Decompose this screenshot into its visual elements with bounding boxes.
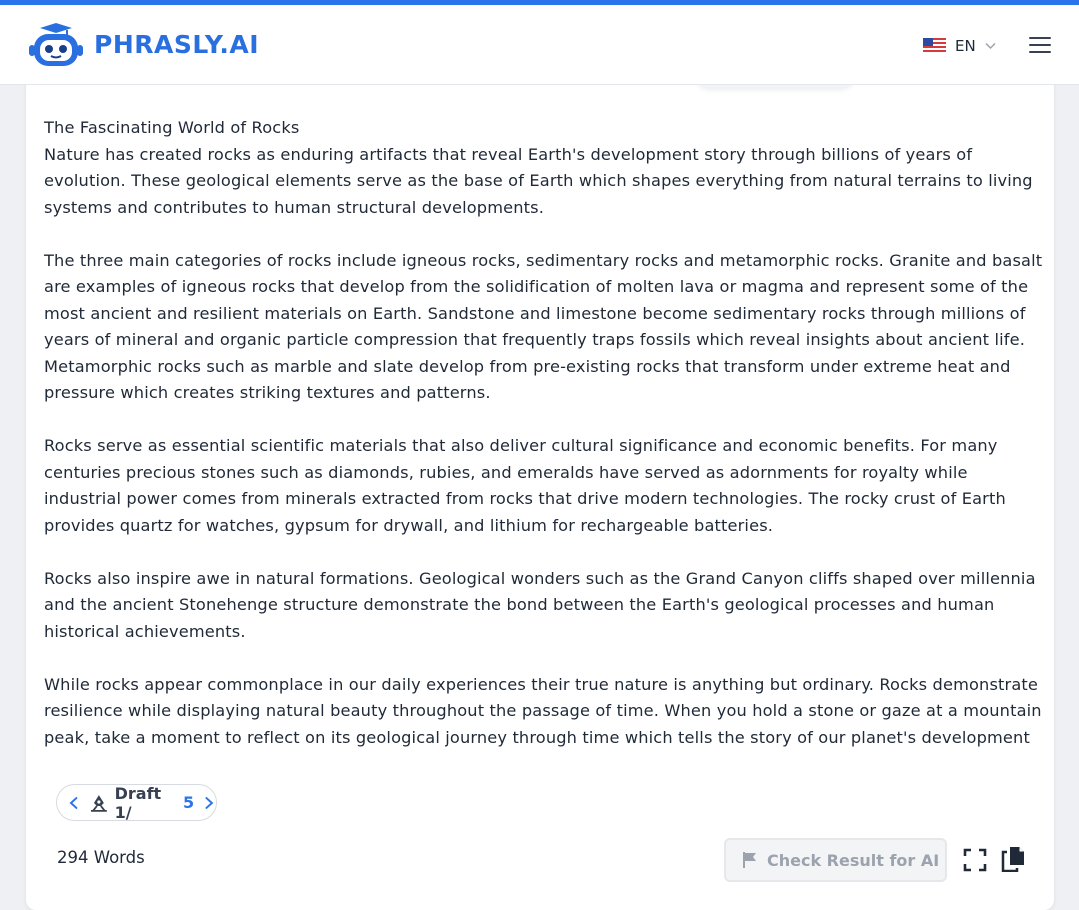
chevron-right-icon[interactable]	[202, 796, 216, 810]
language-code: EN	[955, 37, 976, 55]
logo[interactable]	[26, 22, 259, 68]
hamburger-menu-icon[interactable]	[1029, 37, 1051, 54]
word-count: 294 Words	[57, 848, 145, 867]
essay-paragraph: Nature has created rocks as enduring artifacts that reveal Earth's development story through billions of years of evolution. These geological elements serve as the base of Earth which shapes everything from natural terrains to living systems and contributes to human structural developments.	[44, 144, 1033, 217]
logo-text: PHRASLY.AI	[94, 30, 259, 59]
check-result-button[interactable]	[724, 838, 947, 882]
site-header	[0, 5, 1079, 85]
language-selector[interactable]	[923, 35, 996, 57]
chevron-left-icon[interactable]	[67, 796, 81, 810]
draft-total: 5	[183, 793, 195, 812]
flag-icon	[741, 851, 759, 869]
essay-paragraph: Rocks serve as essential scientific materials that also deliver cultural significance and economic benefits. For many centuries precious stones such as diamonds, rubies, and emeralds have served as adornments for royalty while industrial power comes from minerals extracted from rocks that drive modern technologies. The rocky crust of Earth provides quartz for watches, gypsum for drywall, and lithium for rechargeable batteries.	[44, 436, 1006, 535]
essay-text	[44, 115, 1044, 751]
us-flag-icon	[923, 38, 946, 54]
fullscreen-icon[interactable]	[963, 848, 987, 872]
pen-nib-icon	[89, 794, 109, 812]
chevron-down-icon	[985, 42, 996, 50]
copy-icon[interactable]	[1001, 846, 1025, 872]
essay-paragraph: The three main categories of rocks include igneous rocks, sedimentary rocks and metamorphic rocks. Granite and basalt are examples of igneous rocks that develop from the solidification of molten lava or magma and represent some of the most ancient and resilient materials on Earth. Sandstone and limestone become sedimentary rocks through millions of years of mineral and organic particle compression that frequently traps fossils which reveal insights about ancient life. Metamorphic rocks such as marble and slate develop from pre-existing rocks that transform under extreme heat and pressure which creates striking textures and patterns.	[44, 250, 1043, 402]
draft-navigator	[56, 784, 217, 821]
robot-mascot-icon	[26, 22, 86, 68]
essay-paragraph: While rocks appear commonplace in our daily experiences their true nature is anything but ordinary. Rocks demonstrate resilience while displaying natural beauty throughout the passage of time. When you hold a stone or gaze at a mountain peak, take a moment to reflect on its geological journey through time which tells the story of our planet's development	[44, 674, 1042, 747]
essay-paragraph: Rocks also inspire awe in natural formations. Geological wonders such as the Grand Canyon cliffs shaped over millennia and the ancient Stonehenge structure demonstrate the bond between the Earth's geological processes and human historical achievements.	[44, 568, 1036, 641]
check-result-label: Check Result for AI	[767, 850, 940, 870]
essay-title: The Fascinating World of Rocks	[44, 118, 300, 137]
draft-label: Draft 1/	[114, 783, 162, 822]
